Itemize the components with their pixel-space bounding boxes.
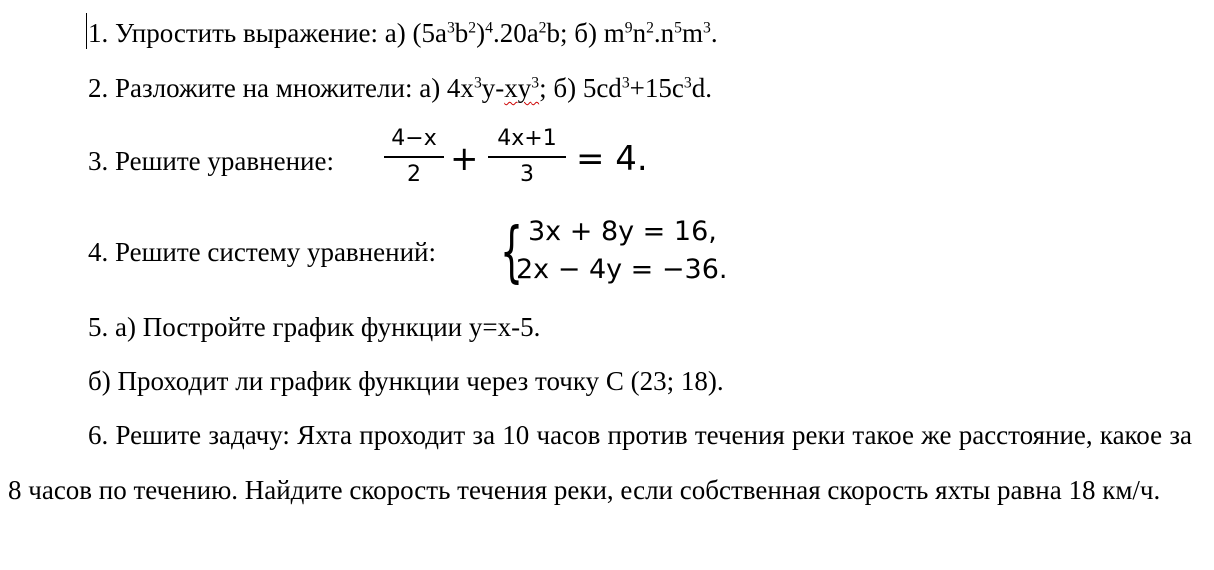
problem-2 bbox=[88, 72, 712, 104]
problem-2-text: y- bbox=[481, 73, 505, 103]
problem-5a: 5. а) Постройте график функции y=x-5. bbox=[88, 312, 541, 342]
fraction-1 bbox=[384, 126, 444, 188]
exponent: 2 bbox=[468, 19, 477, 37]
problem-2-text: 2. Разложите на множители: а) 4x bbox=[88, 73, 474, 103]
problem-1-text: m bbox=[681, 18, 703, 48]
problem-1-text: n bbox=[632, 18, 647, 48]
exponent: 4 bbox=[485, 19, 493, 37]
problem-1 bbox=[88, 17, 718, 49]
problem-3-label: 3. Решите уравнение: bbox=[88, 146, 334, 176]
problem-2-text: ; б) 5cd bbox=[539, 73, 622, 103]
exponent: 3 bbox=[531, 74, 540, 92]
problem-5b: б) Проходит ли график функции через точку С (23; 18). bbox=[88, 366, 724, 396]
problem-1-text: 1. Упростить выражение: а) (5a bbox=[88, 18, 447, 48]
fraction-2-denominator: 3 bbox=[520, 162, 534, 187]
problem-1-text: .20a bbox=[492, 18, 539, 48]
problem-6: 6. Решите задачу: Яхта проходит за 10 часов против течения реки такое же расстояние, какое за 8 часов по течению. Найдите скорость течения реки, если собственная скорость яхты равна 18 км/ч. bbox=[8, 420, 1192, 505]
spellcheck-underlined-word[interactable] bbox=[504, 73, 539, 103]
fraction-2 bbox=[488, 126, 566, 188]
exponent: 3 bbox=[446, 19, 455, 37]
fraction-bar bbox=[488, 156, 566, 158]
exponent: 3 bbox=[683, 74, 692, 92]
equation-rhs: = 4. bbox=[576, 139, 648, 179]
exponent: 3 bbox=[702, 19, 711, 37]
exponent: 5 bbox=[674, 19, 682, 37]
text-cursor bbox=[86, 13, 87, 49]
problem-2-text: xy bbox=[504, 73, 532, 103]
exponent: 2 bbox=[538, 19, 547, 37]
exponent: 9 bbox=[624, 19, 633, 37]
fraction-bar bbox=[384, 156, 444, 158]
plus-sign: + bbox=[450, 139, 479, 179]
exponent: 2 bbox=[646, 19, 654, 37]
system-equation-2: 2x − 4y = −36. bbox=[516, 254, 728, 285]
problem-1-text: b; б) m bbox=[546, 18, 625, 48]
fraction-1-numerator: 4−x bbox=[391, 126, 437, 151]
problem-1-text: b bbox=[454, 18, 469, 48]
problem-1-text: ) bbox=[476, 18, 486, 48]
exponent: 3 bbox=[473, 74, 482, 92]
system-brace: { bbox=[500, 213, 524, 290]
exponent: 3 bbox=[621, 74, 630, 92]
problem-1-text: .n bbox=[653, 18, 675, 48]
problem-1-text: . bbox=[710, 18, 718, 48]
problem-4-label: 4. Решите систему уравнений: bbox=[88, 237, 436, 267]
problem-2-text: +15c bbox=[629, 73, 684, 103]
system-equation-1: 3x + 8y = 16, bbox=[528, 216, 717, 247]
problem-2-text: d. bbox=[691, 73, 712, 103]
fraction-1-denominator: 2 bbox=[407, 162, 421, 187]
fraction-2-numerator: 4x+1 bbox=[497, 126, 557, 151]
